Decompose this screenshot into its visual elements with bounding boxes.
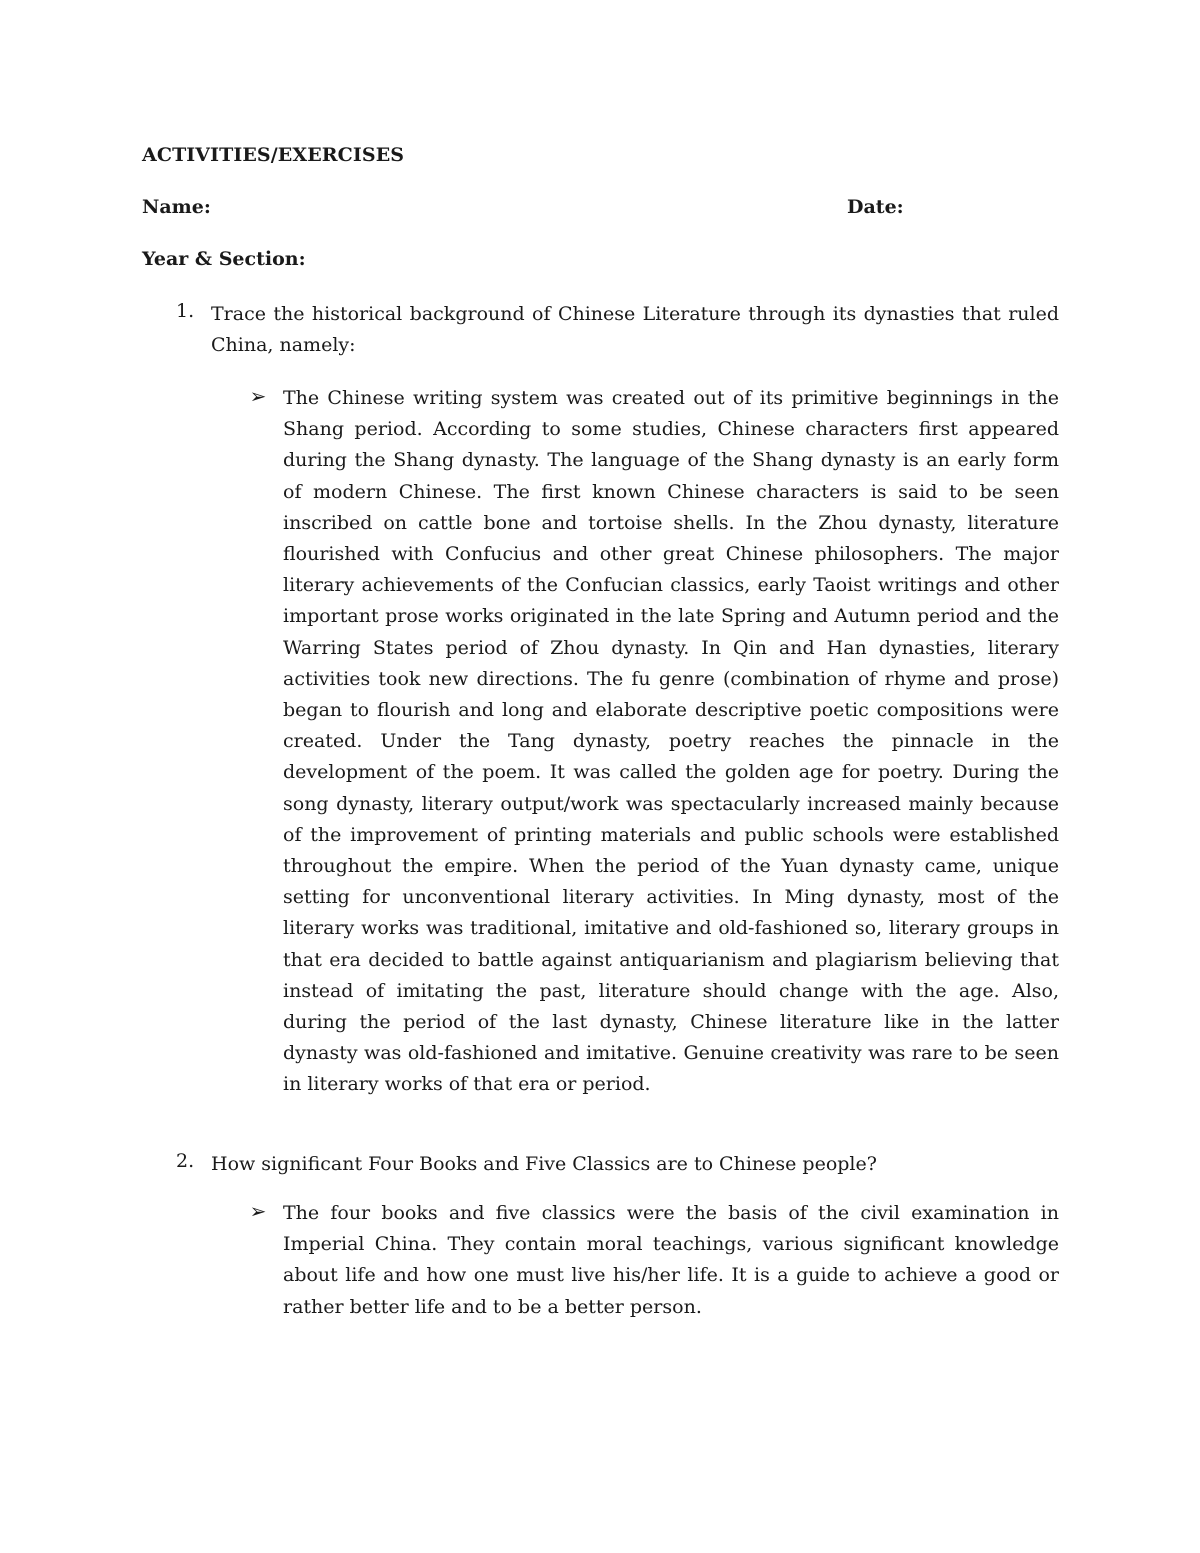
date-field-label: Date: [847, 196, 904, 218]
question-2-number: 2. [176, 1150, 195, 1172]
document-heading: ACTIVITIES/EXERCISES [142, 144, 405, 166]
question-1-text: Trace the historical background of Chinese Literature through its dynasties that ruled China, namely: [211, 303, 1059, 356]
arrowhead-bullet-icon: ➢ [249, 1199, 267, 1223]
question-2-text: How significant Four Books and Five Classics are to Chinese people? [211, 1153, 877, 1175]
arrowhead-bullet-icon: ➢ [249, 384, 267, 408]
question-1-number: 1. [176, 300, 195, 322]
year-section-field-label: Year & Section: [142, 248, 306, 270]
name-field-label: Name: [142, 196, 211, 218]
answer-2-text: The four books and five classics were the basis of the civil examination in Imperial China. They contain moral teachings, various significant knowledge about life and how one must live his/her life. It is a guide to achieve a good or rather better life and to be a better person. [283, 1202, 1059, 1318]
answer-1-text: The Chinese writing system was created out of its primitive beginnings in the Shang period. According to some studies, Chinese characters first appeared during the Shang dynasty. The language of the Shang dynasty is an early form of modern Chinese. The first known Chinese characters is said to be seen inscribed on cattle bone and tortoise shells. In the Zhou dynasty, literature flourished with Confucius and other great Chinese philosophers. The major literary achievements of the Confucian classics, early Taoist writings and other important prose works originated in the late Spring and Autumn period and the Warring States period of Zhou dynasty. In Qin and Han dynasties, literary activities took new directions. The fu genre (combination of rhyme and prose) began to flourish and long and elaborate descriptive poetic compositions were created. Under the Tang dynasty, poetry reaches the pinnacle in the development of the poem. It was called the golden age for poetry. During the song dynasty, literary output/work was spectacularly increased mainly because of the improvement of printing materials and public schools were established throughout the empire. When the period of the Yuan dynasty came, unique setting for unconventional literary activities. In Ming dynasty, most of the literary works was traditional, imitative and old-fashioned so, literary groups in that era decided to battle against antiquarianism and plagiarism believing that instead of imitating the past, literature should change with the age. Also, during the period of the last dynasty, Chinese literature like in the latter dynasty was old-fashioned and imitative. Genuine creativity was rare to be seen in literary works of that era or period. [283, 387, 1059, 1096]
